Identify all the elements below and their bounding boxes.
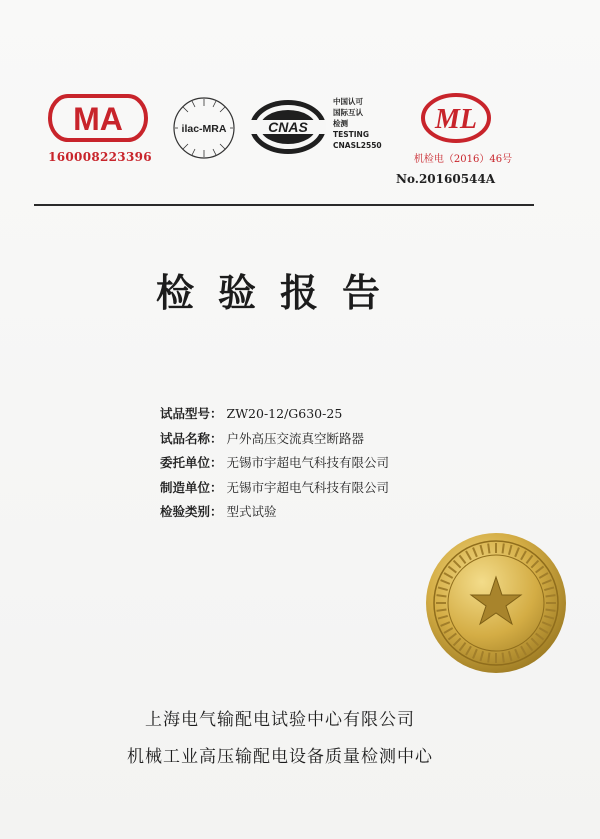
seal-tick bbox=[546, 595, 556, 596]
field-value: 无锡市宇超电气科技有限公司 bbox=[226, 479, 390, 495]
field-row-manufacturer bbox=[160, 478, 520, 503]
field-label: 试品名称： bbox=[160, 430, 223, 446]
field-value: ZW20-12/G630-25 bbox=[226, 406, 343, 421]
field-label: 试品型号： bbox=[160, 406, 223, 421]
seal-tick bbox=[488, 653, 489, 663]
cnas-logo bbox=[248, 98, 328, 156]
ilac-mra-logo bbox=[172, 96, 236, 160]
field-row-category bbox=[160, 502, 520, 527]
field-row-client bbox=[160, 453, 520, 478]
cnas-caption bbox=[333, 96, 413, 151]
cma-mark: MA bbox=[73, 101, 123, 137]
cnas-mark: CNAS bbox=[268, 119, 308, 135]
field-label: 制造单位： bbox=[160, 479, 223, 495]
seal-tick bbox=[437, 595, 447, 596]
report-fields bbox=[160, 404, 520, 527]
field-row-name bbox=[160, 429, 520, 454]
field-row-model bbox=[160, 404, 520, 429]
cnas-line: CNASL2550 bbox=[333, 141, 382, 150]
cml-mark: ML bbox=[435, 104, 477, 135]
gold-seal bbox=[424, 531, 568, 675]
cma-logo bbox=[48, 92, 148, 144]
report-number: No.20160544A bbox=[396, 172, 496, 186]
footer-org-1: 上海电气输配电试验中心有限公司 bbox=[145, 710, 415, 730]
field-value: 户外高压交流真空断路器 bbox=[226, 430, 365, 446]
cnas-line: 中国认可 bbox=[333, 97, 363, 106]
seal-tick bbox=[488, 544, 489, 554]
cma-number: 160008223396 bbox=[48, 150, 152, 164]
seal-tick bbox=[503, 544, 504, 554]
footer-org-2: 机械工业高压输配电设备质量检测中心 bbox=[127, 747, 433, 767]
cnas-line: 检测 bbox=[333, 119, 348, 128]
page-title: 检验报告 bbox=[155, 271, 404, 315]
cnas-line: 国际互认 bbox=[333, 108, 363, 117]
certification-logos bbox=[0, 0, 600, 200]
field-label: 委托单位： bbox=[160, 455, 223, 470]
field-label: 检验类别： bbox=[160, 504, 223, 519]
cnas-line: TESTING bbox=[333, 130, 369, 139]
seal-tick bbox=[503, 653, 504, 663]
seal-tick bbox=[437, 610, 447, 611]
ilac-mark: ilac-MRA bbox=[181, 123, 227, 135]
field-value: 无锡市宇超电气科技有限公司 bbox=[226, 455, 390, 470]
seal-tick bbox=[546, 610, 556, 611]
field-value: 型式试验 bbox=[226, 504, 277, 519]
cml-logo bbox=[420, 92, 492, 144]
header-divider bbox=[34, 204, 534, 206]
cml-number: 机检电（2016）46号 bbox=[413, 154, 513, 165]
